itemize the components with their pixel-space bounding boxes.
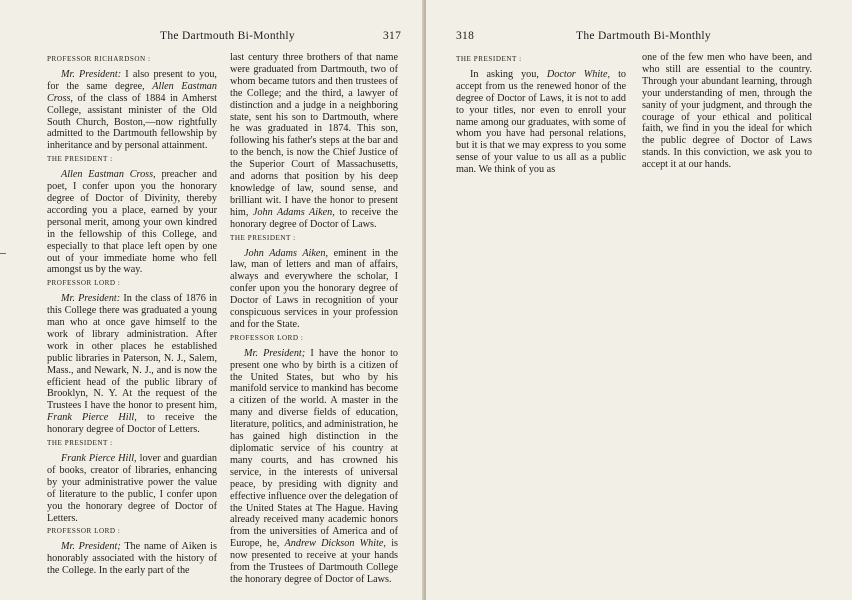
right-page <box>426 0 852 600</box>
running-head: The Dartmouth Bi-Monthly <box>160 30 295 42</box>
speaker-label: PROFESSOR LORD : <box>230 333 304 342</box>
italic-text: Doctor White, <box>546 68 611 80</box>
paragraph <box>47 169 217 276</box>
paragraph <box>47 69 217 152</box>
italic-text: Frank Pierce Hill, <box>47 412 137 424</box>
page-number: 317 <box>383 30 402 42</box>
speaker-label: THE PRESIDENT : <box>456 55 522 63</box>
italic-text: Allen Eastman Cross, <box>47 80 217 104</box>
text-run: In asking you, <box>470 68 547 80</box>
italic-text: John Adams Aiken, <box>252 206 335 218</box>
text-run: is now presented to receive at your hands from the Trustees of Dartmouth College the honorary degree of Doctor of Laws. <box>230 538 398 585</box>
speaker-label: THE PRESIDENT : <box>47 155 113 164</box>
speaker-label: PROFESSOR LORD : <box>47 527 121 536</box>
speaker-label: PROFESSOR RICHARDSON : <box>47 55 151 63</box>
page-number: 318 <box>456 30 475 42</box>
speaker-label: THE PRESIDENT : <box>230 233 296 242</box>
text-run: I also present to you, for the same degree, <box>47 68 217 92</box>
speaker-label: PROFESSOR LORD : <box>47 279 121 288</box>
paragraph <box>47 453 217 524</box>
continued-paragraph <box>230 52 398 231</box>
italic-text: Frank Pierce Hill, <box>61 453 137 464</box>
text-run: I have the honor to present one who by birth is a citizen of the United States, but who by his manifold service to mankind has become a citizen of the world. A master in the many and diverse fields of education, literature, politics, and administration, he has gained high distinction in the diplomatic service of his country at many courts, and has crowned his service, in the interests of universal peace, by presiding with dignity and effective influence over the delegation of the United States at The Hague. Having already received many academic honors from the universities of America and of Europe, he, <box>230 347 398 550</box>
paragraph <box>456 69 626 176</box>
left-page <box>0 0 424 600</box>
italic-text: Mr. President: <box>61 293 121 305</box>
text-run: preacher and poet, I confer upon you the honorary degree of Doctor of Divinity, thereby according you a place, earned by your personal merit, among your own kindred in the fellowship of this College, and especially to that place left open by one out of your immediate home who fell amongst us by the way. <box>47 169 217 276</box>
text-run: In the class of 1876 in this College there was graduated a young man who at once gave himself to the work of library administration. After work in other places he established public libraries in Paterson, N. J., Salem, Mass., and Newark, N. J., and is now the efficient head of the public library of Brooklyn, N. Y. At the request of the Trustees I have the honor to present him, <box>47 293 217 412</box>
text-run: last century three brothers of that name were graduated from Dartmouth, two of whom became tutors and then trustees of the College; and the third, a lawyer of distinction and a judge in a neighboring state, sent his son to Dartmouth, where he was graduated in 1874. This son, following his father's steps at the bar and to the bench, is now the Chief Justice of the Superior Court of Massachusetts, and adorns that position by his deep knowledge of law, sound sense, and brilliant wit. I have the honor to present him, <box>230 52 398 218</box>
italic-text: Mr. President; <box>244 347 306 359</box>
paragraph <box>47 293 217 436</box>
text-run: lover and guardian of books, creator of libraries, enhancing by your administrative power the value of literature to the public, I confer upon you the honorary degree of Doctor of Letters. <box>47 453 217 524</box>
continued-paragraph <box>642 52 812 171</box>
left-page-column-1 <box>47 52 217 577</box>
paragraph <box>230 248 398 331</box>
text-run: to accept from us the renewed honor of the degree of Doctor of Laws, it is not to add to your titles, nor even to enroll your name among our graduates, with some of whom you have had personal relations, but it is that we may express to you some sense of your value to us all as a public man. We think of you as <box>456 68 626 176</box>
running-head: The Dartmouth Bi-Monthly <box>576 30 711 42</box>
italic-text: Andrew Dickson White, <box>284 538 386 550</box>
text-run: The name of Aiken is honorably associated with the history of the College. In the early part of the <box>47 541 217 577</box>
text-run: to receive the honorary degree of Doctor of Laws. <box>230 206 398 230</box>
text-run: one of the few men who have been, and who still are essential to the country. Through your abundant learning, through your understanding of men, through the sanity of your judgment, and through the courage of your ethical and political faith, we find in you the ideal for which the public degree of Doctor of Laws stands. In this conviction, we ask you to accept it at our hands. <box>642 52 812 171</box>
italic-text: Mr. President: <box>61 68 122 80</box>
italic-text: Mr. President; <box>61 541 121 553</box>
text-run: of the class of 1884 in Amherst College, assistant minister of the Old South Church, Boston,—now rightfully admitted to the Dartmouth fellowship by inheritance and by personal attainment. <box>47 92 217 152</box>
text-run: eminent in the law, man of letters and man of affairs, always and everywhere the scholar, I confer upon you the honorary degree of Doctor of Laws in recognition of your conspicuous services in your profession and for the State. <box>230 247 399 330</box>
paragraph <box>47 541 217 577</box>
text-run: to receive the honorary degree of Doctor of Letters. <box>47 412 218 436</box>
right-page-column-1 <box>456 52 626 176</box>
right-page-column-2 <box>642 52 812 171</box>
italic-text: John Adams Aiken, <box>244 247 329 259</box>
speaker-label: THE PRESIDENT : <box>47 439 113 448</box>
left-page-column-2 <box>230 52 398 586</box>
paragraph <box>230 348 398 586</box>
page-edge-mark <box>0 253 6 254</box>
italic-text: Allen Eastman Cross, <box>61 169 156 181</box>
